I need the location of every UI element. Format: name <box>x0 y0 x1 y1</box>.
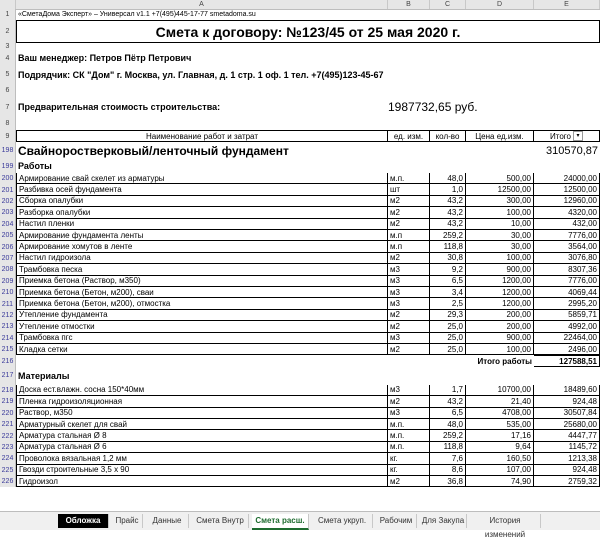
item-qty[interactable]: 6,5 <box>430 276 466 287</box>
item-price[interactable]: 500,00 <box>466 173 534 184</box>
table-header-cell[interactable]: Наименование работ и затрат <box>16 130 388 142</box>
item-price[interactable]: 1200,00 <box>466 298 534 309</box>
sheet-row[interactable] <box>0 159 600 173</box>
item-total[interactable]: 4992,00 <box>534 321 600 332</box>
item-total[interactable]: 30507,84 <box>534 408 600 419</box>
item-total[interactable]: 2759,32 <box>534 476 600 487</box>
item-name[interactable]: Проволока вязальная 1,2 мм <box>16 453 388 464</box>
row-number[interactable]: 5 <box>0 67 16 82</box>
row-number[interactable]: 224 <box>0 453 16 464</box>
item-unit[interactable]: м3 <box>388 276 430 287</box>
sheet-row[interactable] <box>0 321 600 332</box>
item-name[interactable]: Армирование фундамента ленты <box>16 230 388 241</box>
item-name[interactable]: Разборка опалубки <box>16 207 388 218</box>
item-qty[interactable]: 43,2 <box>430 396 466 407</box>
item-price[interactable]: 160,50 <box>466 453 534 464</box>
materials-label[interactable]: Материалы <box>18 370 70 381</box>
row-number[interactable]: 216 <box>0 355 16 366</box>
item-qty[interactable]: 3,4 <box>430 287 466 298</box>
item-qty[interactable]: 1,0 <box>430 184 466 195</box>
item-qty[interactable]: 25,0 <box>430 344 466 355</box>
item-qty[interactable]: 9,2 <box>430 264 466 275</box>
row-number[interactable]: 205 <box>0 230 16 241</box>
item-unit[interactable]: м2 <box>388 476 430 487</box>
row-number[interactable]: 204 <box>0 219 16 230</box>
filter-dropdown-icon[interactable]: ▾ <box>573 131 583 141</box>
item-total[interactable]: 4069,44 <box>534 287 600 298</box>
sheet-row[interactable] <box>0 130 600 142</box>
item-name[interactable]: Гидроизол <box>16 476 388 487</box>
item-total[interactable]: 3076,80 <box>534 253 600 264</box>
column-header[interactable]: C <box>430 0 466 9</box>
item-qty[interactable]: 2,5 <box>430 298 466 309</box>
sheet-row[interactable] <box>0 465 600 476</box>
item-name[interactable]: Утепление отмостки <box>16 321 388 332</box>
row-number[interactable]: 214 <box>0 333 16 344</box>
item-price[interactable]: 900,00 <box>466 264 534 275</box>
item-qty[interactable]: 1,7 <box>430 385 466 396</box>
item-price[interactable]: 107,00 <box>466 465 534 476</box>
item-price[interactable]: 1200,00 <box>466 276 534 287</box>
item-unit[interactable]: м.п <box>388 230 430 241</box>
item-price[interactable]: 100,00 <box>466 207 534 218</box>
item-unit[interactable]: шт <box>388 184 430 195</box>
sheet-row[interactable] <box>0 396 600 407</box>
row-number[interactable]: 199 <box>0 159 16 173</box>
item-total[interactable]: 24000,00 <box>534 173 600 184</box>
section-total[interactable]: 310570,87 <box>546 144 598 157</box>
item-price[interactable]: 10,00 <box>466 219 534 230</box>
cost-label[interactable]: Предварительная стоимость строительства: <box>18 102 221 112</box>
item-qty[interactable]: 259,2 <box>430 430 466 441</box>
row-number[interactable]: 200 <box>0 173 16 184</box>
sheet-row[interactable] <box>0 430 600 441</box>
item-total[interactable]: 25680,00 <box>534 419 600 430</box>
row-number[interactable]: 2 <box>0 20 16 43</box>
item-unit[interactable]: м3 <box>388 298 430 309</box>
row-number[interactable]: 202 <box>0 196 16 207</box>
item-price[interactable]: 200,00 <box>466 310 534 321</box>
sheet-row[interactable] <box>0 82 600 98</box>
item-name[interactable]: Гвозди строительные 3,5 х 90 <box>16 465 388 476</box>
sheet-tab[interactable]: Смета укруп. <box>312 514 373 528</box>
row-number[interactable]: 209 <box>0 276 16 287</box>
works-total-label[interactable]: Итого работы <box>477 356 532 366</box>
sheet-row[interactable] <box>0 408 600 419</box>
contractor-text[interactable]: Подрядчик: СК "Дом" г. Москва, ул. Главная, д. 1 стр. 1 оф. 1 тел. +7(495)123-45-67 <box>18 69 384 80</box>
sheet-row[interactable] <box>0 184 600 195</box>
item-qty[interactable]: 36,8 <box>430 476 466 487</box>
item-qty[interactable]: 48,0 <box>430 419 466 430</box>
row-number[interactable]: 211 <box>0 298 16 309</box>
row-number[interactable]: 213 <box>0 321 16 332</box>
item-price[interactable]: 9,64 <box>466 442 534 453</box>
item-price[interactable]: 12500,00 <box>466 184 534 195</box>
item-total[interactable]: 1213,38 <box>534 453 600 464</box>
sheet-row[interactable] <box>0 385 600 396</box>
item-name[interactable]: Раствор, м350 <box>16 408 388 419</box>
cost-value[interactable]: 1987732,65 руб. <box>388 100 478 114</box>
item-price[interactable]: 100,00 <box>466 344 534 355</box>
item-total[interactable]: 1145,72 <box>534 442 600 453</box>
item-unit[interactable]: м3 <box>388 264 430 275</box>
item-price[interactable]: 900,00 <box>466 333 534 344</box>
item-qty[interactable]: 43,2 <box>430 196 466 207</box>
item-unit[interactable]: м3 <box>388 333 430 344</box>
item-qty[interactable]: 29,3 <box>430 310 466 321</box>
item-total[interactable]: 8307,36 <box>534 264 600 275</box>
row-number[interactable]: 218 <box>0 385 16 396</box>
sheet-row[interactable] <box>0 67 600 82</box>
document-title[interactable]: Смета к договору: №123/45 от 25 мая 2020 г. <box>16 20 600 43</box>
item-price[interactable]: 17,16 <box>466 430 534 441</box>
row-number[interactable]: 222 <box>0 430 16 441</box>
sheet-row[interactable] <box>0 241 600 252</box>
table-header-cell[interactable]: кол-во <box>430 130 466 142</box>
item-price[interactable]: 30,00 <box>466 241 534 252</box>
sheet-tab[interactable]: История изменений <box>470 514 541 528</box>
row-number[interactable]: 226 <box>0 476 16 487</box>
column-header[interactable]: A <box>16 0 388 9</box>
item-name[interactable]: Кладка сетки <box>16 344 388 355</box>
item-total[interactable]: 2995,20 <box>534 298 600 309</box>
sheet-tab[interactable]: Обложка <box>58 514 109 528</box>
item-price[interactable]: 100,00 <box>466 253 534 264</box>
section-title[interactable]: Свайноростверковый/ленточный фундамент <box>18 143 289 158</box>
sheet-row[interactable] <box>0 116 600 130</box>
sheet-row[interactable] <box>0 442 600 453</box>
item-name[interactable]: Армирование свай скелет из арматуры <box>16 173 388 184</box>
item-name[interactable]: Приемка бетона (Бетон, м200), сваи <box>16 287 388 298</box>
item-unit[interactable]: м2 <box>388 310 430 321</box>
sheet-row[interactable] <box>0 196 600 207</box>
item-total[interactable]: 4320,00 <box>534 207 600 218</box>
item-qty[interactable]: 48,0 <box>430 173 466 184</box>
row-number[interactable]: 219 <box>0 396 16 407</box>
item-price[interactable]: 74,90 <box>466 476 534 487</box>
column-header[interactable]: B <box>388 0 430 9</box>
item-total[interactable]: 432,00 <box>534 219 600 230</box>
item-price[interactable]: 1200,00 <box>466 287 534 298</box>
sheet-row[interactable] <box>0 310 600 321</box>
item-total[interactable]: 4447,77 <box>534 430 600 441</box>
item-name[interactable]: Приемка бетона (Бетон, м200), отмостка <box>16 298 388 309</box>
header-info-text[interactable]: «СметаДома Эксперт» – Универсал v1.1 +7(495)445-17-77 smetadoma.su <box>18 11 256 18</box>
sheet-row[interactable] <box>0 253 600 264</box>
item-name[interactable]: Арматурный скелет для свай <box>16 419 388 430</box>
sheet-row[interactable] <box>0 344 600 355</box>
item-price[interactable]: 200,00 <box>466 321 534 332</box>
sheet-row[interactable] <box>0 476 600 487</box>
item-name[interactable]: Пленка гидроизоляционная <box>16 396 388 407</box>
item-unit[interactable]: м2 <box>388 344 430 355</box>
item-total[interactable]: 7776,00 <box>534 276 600 287</box>
row-number[interactable]: 206 <box>0 241 16 252</box>
sheet-row[interactable] <box>0 9 600 20</box>
item-unit[interactable]: м2 <box>388 219 430 230</box>
item-qty[interactable]: 25,0 <box>430 321 466 332</box>
row-number[interactable]: 207 <box>0 253 16 264</box>
item-qty[interactable]: 8,6 <box>430 465 466 476</box>
row-number[interactable]: 203 <box>0 207 16 218</box>
item-unit[interactable]: м.п. <box>388 442 430 453</box>
sheet-row[interactable] <box>0 142 600 159</box>
item-qty[interactable]: 43,2 <box>430 207 466 218</box>
item-qty[interactable]: 25,0 <box>430 333 466 344</box>
item-name[interactable]: Сборка опалубки <box>16 196 388 207</box>
row-number[interactable]: 223 <box>0 442 16 453</box>
sheet-tab[interactable]: Рабочим <box>376 514 417 528</box>
item-total[interactable]: 3564,00 <box>534 241 600 252</box>
item-unit[interactable]: м2 <box>388 321 430 332</box>
item-name[interactable]: Арматура стальная Ø 8 <box>16 430 388 441</box>
item-name[interactable]: Армирование хомутов в ленте <box>16 241 388 252</box>
item-unit[interactable]: м.п. <box>388 173 430 184</box>
row-number[interactable]: 9 <box>0 130 16 142</box>
item-total[interactable]: 7776,00 <box>534 230 600 241</box>
item-price[interactable]: 21,40 <box>466 396 534 407</box>
sheet-tab[interactable]: Данные <box>146 514 189 528</box>
item-name[interactable]: Трамбовка песка <box>16 264 388 275</box>
row-number[interactable]: 212 <box>0 310 16 321</box>
row-number[interactable]: 3 <box>0 43 16 49</box>
item-name[interactable]: Разбивка осей фундамента <box>16 184 388 195</box>
item-qty[interactable]: 259,2 <box>430 230 466 241</box>
item-total[interactable]: 18489,60 <box>534 385 600 396</box>
sheet-tab[interactable]: Прайс <box>112 514 143 528</box>
row-number[interactable]: 210 <box>0 287 16 298</box>
sheet-row[interactable] <box>0 333 600 344</box>
item-price[interactable]: 535,00 <box>466 419 534 430</box>
sheet-row[interactable] <box>0 419 600 430</box>
item-qty[interactable]: 7,6 <box>430 453 466 464</box>
sheet-row[interactable] <box>0 298 600 309</box>
column-header[interactable]: D <box>466 0 534 9</box>
row-number[interactable]: 215 <box>0 344 16 355</box>
item-unit[interactable]: м3 <box>388 408 430 419</box>
sheet-tab[interactable]: Для Закупа <box>420 514 467 528</box>
item-total[interactable]: 924,48 <box>534 396 600 407</box>
item-name[interactable]: Утепление фундамента <box>16 310 388 321</box>
sheet-row[interactable] <box>0 173 600 184</box>
column-header[interactable]: E <box>534 0 600 9</box>
row-number[interactable]: 6 <box>0 82 16 98</box>
row-number[interactable]: 225 <box>0 465 16 476</box>
row-number[interactable]: 4 <box>0 49 16 67</box>
item-unit[interactable]: м2 <box>388 253 430 264</box>
item-qty[interactable]: 118,8 <box>430 442 466 453</box>
item-total[interactable]: 5859,71 <box>534 310 600 321</box>
item-unit[interactable]: кг. <box>388 453 430 464</box>
item-total[interactable]: 2496,00 <box>534 344 600 355</box>
sheet-tab-bar <box>0 511 600 539</box>
manager-text[interactable]: Ваш менеджер: Петров Пётр Петрович <box>18 53 192 63</box>
item-qty[interactable]: 43,2 <box>430 219 466 230</box>
sheet-row[interactable] <box>0 20 600 43</box>
item-name[interactable]: Доска ест.влажн. сосна 150*40мм <box>16 385 388 396</box>
sheet-row[interactable] <box>0 453 600 464</box>
sheet-row[interactable] <box>0 219 600 230</box>
table-header-cell[interactable]: ед. изм. <box>388 130 430 142</box>
table-header-cell[interactable]: Цена ед.изм. <box>466 130 534 142</box>
sheet-row[interactable] <box>0 367 600 385</box>
item-qty[interactable]: 118,8 <box>430 241 466 252</box>
row-number[interactable]: 217 <box>0 367 16 385</box>
item-unit[interactable]: м3 <box>388 287 430 298</box>
item-total[interactable]: 12500,00 <box>534 184 600 195</box>
select-all-corner[interactable] <box>0 0 16 9</box>
item-unit[interactable]: м.п <box>388 241 430 252</box>
item-unit[interactable]: м.п. <box>388 430 430 441</box>
item-name[interactable]: Приемка бетона (Раствор, м350) <box>16 276 388 287</box>
row-number[interactable]: 7 <box>0 98 16 116</box>
works-label[interactable]: Работы <box>18 161 52 171</box>
item-qty[interactable]: 30,8 <box>430 253 466 264</box>
item-qty[interactable]: 6,5 <box>430 408 466 419</box>
item-price[interactable]: 300,00 <box>466 196 534 207</box>
sheet-tab[interactable]: Смета Внутр <box>192 514 249 528</box>
row-number[interactable]: 220 <box>0 408 16 419</box>
sheet-row[interactable] <box>0 230 600 241</box>
sheet-row[interactable] <box>0 98 600 116</box>
sheet-row[interactable] <box>0 287 600 298</box>
item-unit[interactable]: м2 <box>388 207 430 218</box>
item-total[interactable]: 22464,00 <box>534 333 600 344</box>
item-name[interactable]: Настил гидроизола <box>16 253 388 264</box>
item-unit[interactable]: м.п. <box>388 419 430 430</box>
sheet-row[interactable] <box>0 264 600 275</box>
item-unit[interactable]: м2 <box>388 196 430 207</box>
sheet-row[interactable] <box>0 49 600 67</box>
works-total-value[interactable]: 127588,51 <box>534 355 600 366</box>
row-number[interactable]: 1 <box>0 9 16 20</box>
sheet-row[interactable] <box>0 207 600 218</box>
item-price[interactable]: 10700,00 <box>466 385 534 396</box>
item-name[interactable]: Трамбовка пгс <box>16 333 388 344</box>
row-number[interactable]: 208 <box>0 264 16 275</box>
item-unit[interactable]: кг. <box>388 465 430 476</box>
sheet-row[interactable] <box>0 276 600 287</box>
sheet-row[interactable] <box>0 355 600 366</box>
row-number[interactable]: 201 <box>0 184 16 195</box>
item-unit[interactable]: м2 <box>388 396 430 407</box>
row-number[interactable]: 221 <box>0 419 16 430</box>
item-price[interactable]: 30,00 <box>466 230 534 241</box>
item-total[interactable]: 12960,00 <box>534 196 600 207</box>
row-number[interactable]: 8 <box>0 116 16 130</box>
row-number[interactable]: 198 <box>0 142 16 159</box>
item-name[interactable]: Арматура стальная Ø 6 <box>16 442 388 453</box>
item-total[interactable]: 924,48 <box>534 465 600 476</box>
item-unit[interactable]: м3 <box>388 385 430 396</box>
item-price[interactable]: 4708,00 <box>466 408 534 419</box>
sheet-tab[interactable]: Смета расш. <box>252 514 309 530</box>
table-header-cell[interactable]: Итого ▾ <box>534 130 600 142</box>
item-name[interactable]: Настил пленки <box>16 219 388 230</box>
